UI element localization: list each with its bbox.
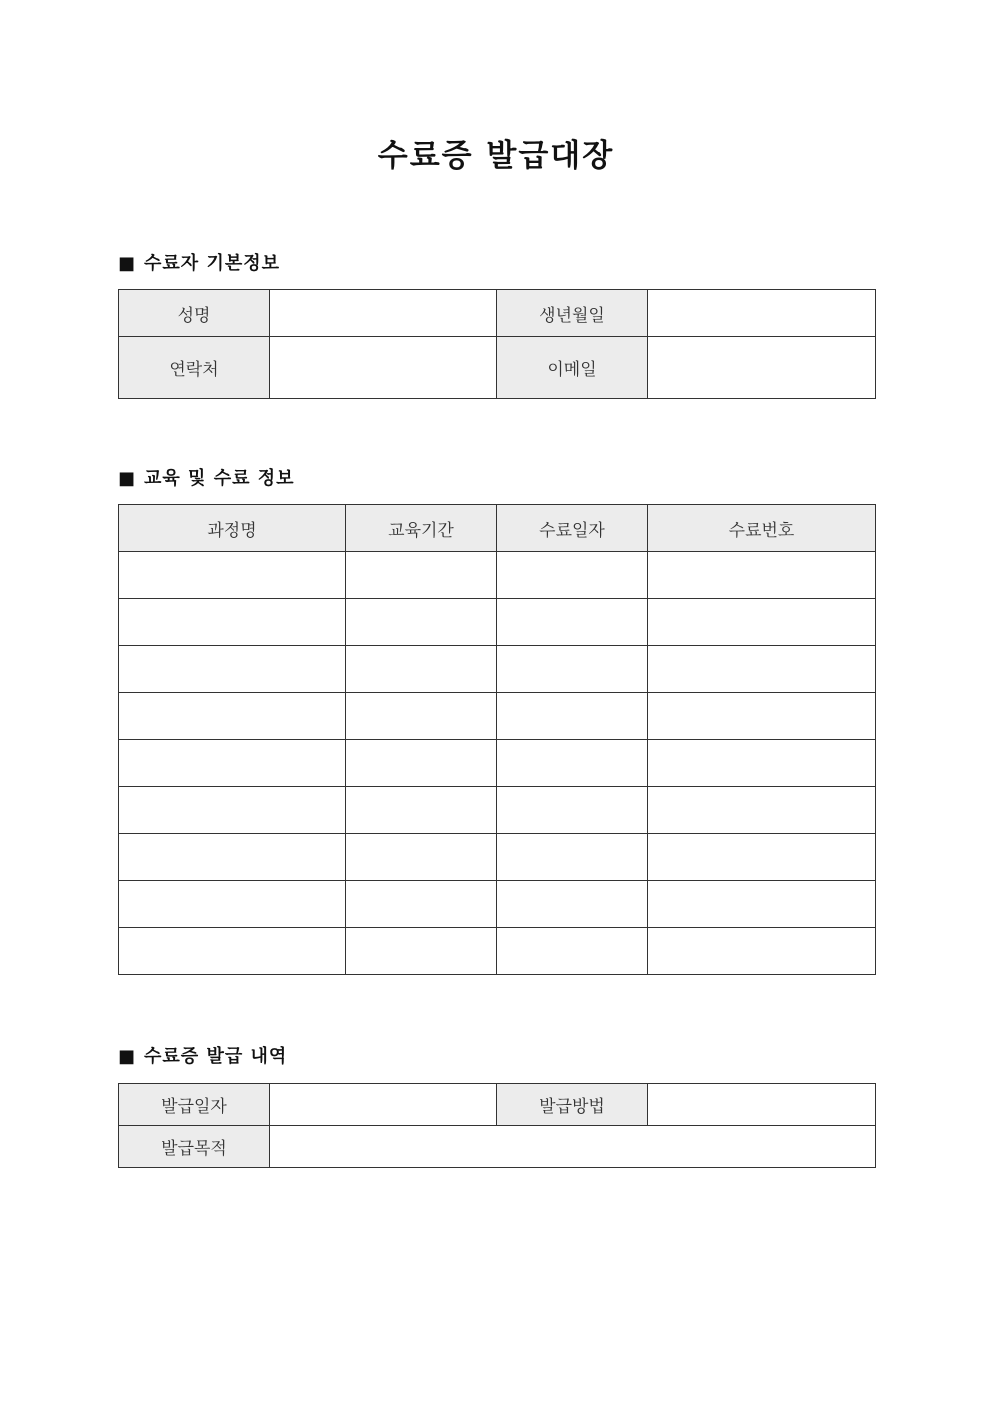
table-row: [119, 787, 876, 834]
issuance-table: [118, 1083, 876, 1168]
basic-info-table: [118, 289, 876, 399]
page-title: 수료증 발급대장: [377, 138, 615, 174]
completion-date-cell[interactable]: [497, 552, 648, 599]
education-period-cell[interactable]: [346, 928, 497, 975]
course-name-cell[interactable]: [119, 552, 346, 599]
table-header-row: [119, 505, 876, 552]
completion-date-cell[interactable]: [497, 740, 648, 787]
education-period-cell[interactable]: [346, 599, 497, 646]
completion-number-cell[interactable]: [648, 740, 876, 787]
completion-date-header: 수료일자: [497, 505, 648, 552]
section-title: 수료자 기본정보: [144, 253, 280, 274]
section-title: 교육 및 수료 정보: [144, 468, 295, 489]
section-heading-issuance: [118, 1045, 287, 1069]
contact-field[interactable]: [270, 337, 497, 399]
completion-number-cell[interactable]: [648, 928, 876, 975]
completion-date-cell[interactable]: [497, 693, 648, 740]
course-name-cell[interactable]: [119, 834, 346, 881]
table-row: [119, 599, 876, 646]
completion-number-cell[interactable]: [648, 834, 876, 881]
course-name-cell[interactable]: [119, 599, 346, 646]
completion-date-cell[interactable]: [497, 646, 648, 693]
course-name-cell[interactable]: [119, 881, 346, 928]
issue-date-field[interactable]: [270, 1084, 497, 1126]
square-bullet-icon: ■: [118, 468, 137, 489]
table-row: [119, 1084, 876, 1126]
table-row: [119, 552, 876, 599]
education-period-cell[interactable]: [346, 646, 497, 693]
birthdate-label: 생년월일: [497, 290, 648, 337]
table-row: [119, 337, 876, 399]
course-name-cell[interactable]: [119, 740, 346, 787]
email-field[interactable]: [648, 337, 876, 399]
issue-purpose-field[interactable]: [270, 1126, 876, 1168]
course-name-cell[interactable]: [119, 693, 346, 740]
email-label: 이메일: [497, 337, 648, 399]
completion-number-cell[interactable]: [648, 881, 876, 928]
table-row: [119, 646, 876, 693]
education-table: [118, 504, 876, 975]
table-row: [119, 740, 876, 787]
table-row: [119, 693, 876, 740]
table-row: [119, 1126, 876, 1168]
completion-date-cell[interactable]: [497, 928, 648, 975]
completion-date-cell[interactable]: [497, 834, 648, 881]
completion-number-cell[interactable]: [648, 787, 876, 834]
education-period-header: 교육기간: [346, 505, 497, 552]
issue-purpose-label: 발급목적: [119, 1126, 270, 1168]
course-name-cell[interactable]: [119, 787, 346, 834]
course-name-cell[interactable]: [119, 928, 346, 975]
completion-date-cell[interactable]: [497, 787, 648, 834]
name-field[interactable]: [270, 290, 497, 337]
issue-method-label: 발급방법: [497, 1084, 648, 1126]
completion-number-cell[interactable]: [648, 646, 876, 693]
completion-date-cell[interactable]: [497, 599, 648, 646]
issue-method-field[interactable]: [648, 1084, 876, 1126]
name-label: 성명: [119, 290, 270, 337]
completion-number-cell[interactable]: [648, 693, 876, 740]
course-name-cell[interactable]: [119, 646, 346, 693]
section-heading-basic-info: [118, 252, 280, 276]
table-row: [119, 290, 876, 337]
completion-date-cell[interactable]: [497, 881, 648, 928]
table-row: [119, 881, 876, 928]
education-period-cell[interactable]: [346, 740, 497, 787]
completion-number-header: 수료번호: [648, 505, 876, 552]
section-heading-education-info: [118, 467, 295, 491]
contact-label: 연락처: [119, 337, 270, 399]
section-title: 수료증 발급 내역: [144, 1046, 288, 1067]
completion-number-cell[interactable]: [648, 552, 876, 599]
table-row: [119, 834, 876, 881]
education-period-cell[interactable]: [346, 834, 497, 881]
education-period-cell[interactable]: [346, 552, 497, 599]
course-name-header: 과정명: [119, 505, 346, 552]
table-row: [119, 928, 876, 975]
education-period-cell[interactable]: [346, 881, 497, 928]
birthdate-field[interactable]: [648, 290, 876, 337]
education-period-cell[interactable]: [346, 693, 497, 740]
square-bullet-icon: ■: [118, 1046, 137, 1067]
completion-number-cell[interactable]: [648, 599, 876, 646]
square-bullet-icon: ■: [118, 253, 137, 274]
issue-date-label: 발급일자: [119, 1084, 270, 1126]
education-period-cell[interactable]: [346, 787, 497, 834]
